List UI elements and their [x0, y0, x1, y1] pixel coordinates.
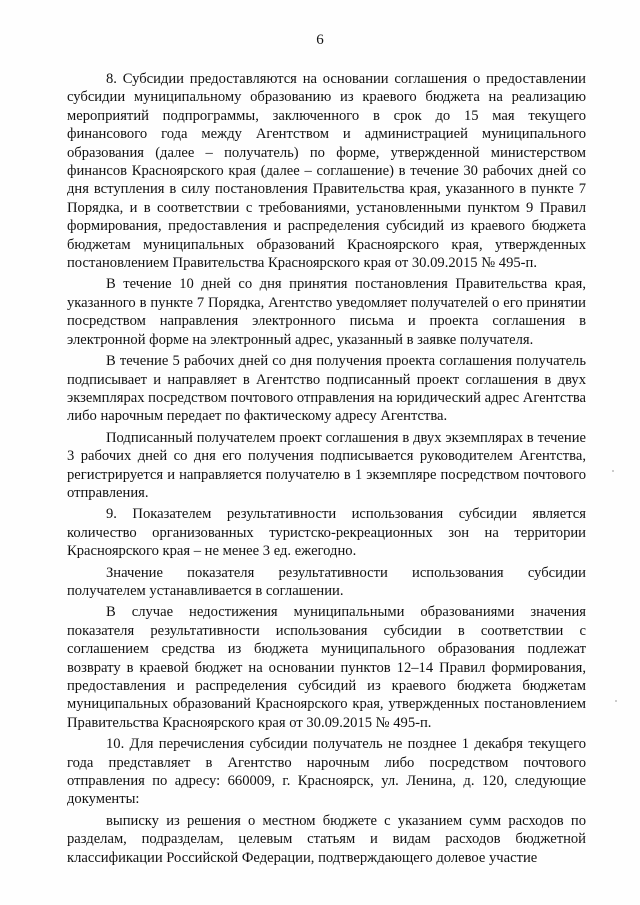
paragraph-indicator-value: Значение показателя результативности использования субсидии получателем устанавливается в соглашении.: [67, 564, 586, 599]
scan-speck: [612, 470, 614, 472]
paragraph-refund: В случае недостижения муниципальными образованиями значения показателя результативности использования субсидии в соответствии с соглашением средства из бюджета муниципального образования подлежат возврату в краевой бюджет на основании пунктов 12–14 Правил формирования, предоставления и распределения субсидий из краевого бюджета бюджетам муниципальных образований Красноярского края, утвержденных постановлением Правительства Красноярского края от 30.09.2015 № 495-п.: [67, 604, 586, 731]
scan-speck: [615, 700, 617, 702]
paragraph-9-indicator: 9. Показателем результативности использования субсидии является количество организованных туристско-рекреационных зон на территории Красноярского края – не менее 3 ед. ежегодно.: [67, 506, 586, 560]
document-body: [67, 70, 586, 870]
paragraph-notification: В течение 10 дней со дня принятия постановления Правительства края, указанного в пункте 7 Порядка, Агентство уведомляет получателей о его принятии посредством направления электронного письма и проекта соглашения в электронной форме на электронный адрес, указанный в заявке получателя.: [67, 276, 586, 348]
paragraph-budget-extract: выписку из решения о местном бюджете с указанием сумм расходов по разделам, подразделам, целевым статьям и видам расходов бюджетной классификации Российской Федерации, подтверждающего долевое участие: [67, 812, 586, 866]
paragraph-signing: В течение 5 рабочих дней со дня получения проекта соглашения получатель подписывает и направляет в Агентство подписанный проект соглашения в двух экземплярах посредством почтового отправления на юридический адрес Агентства либо нарочным передает по фактическому адресу Агентства.: [67, 353, 586, 425]
paragraph-registration: Подписанный получателем проект соглашения в двух экземплярах в течение 3 рабочих дней со дня его получения подписывается руководителем Агентства, регистрируется и направляется получателю в 1 экземпляре посредством почтового отправления.: [67, 429, 586, 501]
page-number: 6: [316, 32, 324, 48]
paragraph-8-intro: 8. Субсидии предоставляются на основании соглашения о предоставлении субсидии муниципальному образованию из краевого бюджета на реализацию мероприятий подпрограммы, заключенного в срок до 15 мая текущего финансового года между Агентством и администрацией муниципального образования (далее – получатель) по форме, утвержденной министерством финансов Красноярского края (далее – соглашение) в течение 30 рабочих дней со дня вступления в силу постановления Правительства края, указанного в пункте 7 Порядка, и в соответствии с требованиями, установленными пунктом 9 Правил формирования, предоставления и распределения субсидий из краевого бюджета бюджетам муниципальных образований Красноярского края, утвержденных постановлением Правительства Красноярского края от 30.09.2015 № 495-п.: [67, 71, 586, 272]
paragraph-10-documents: 10. Для перечисления субсидии получатель не позднее 1 декабря текущего года представляет в Агентство нарочным либо посредством почтового отправления по адресу: 660009, г. Красноярск, ул. Ленина, д. 120, следующие документы:: [67, 736, 586, 808]
